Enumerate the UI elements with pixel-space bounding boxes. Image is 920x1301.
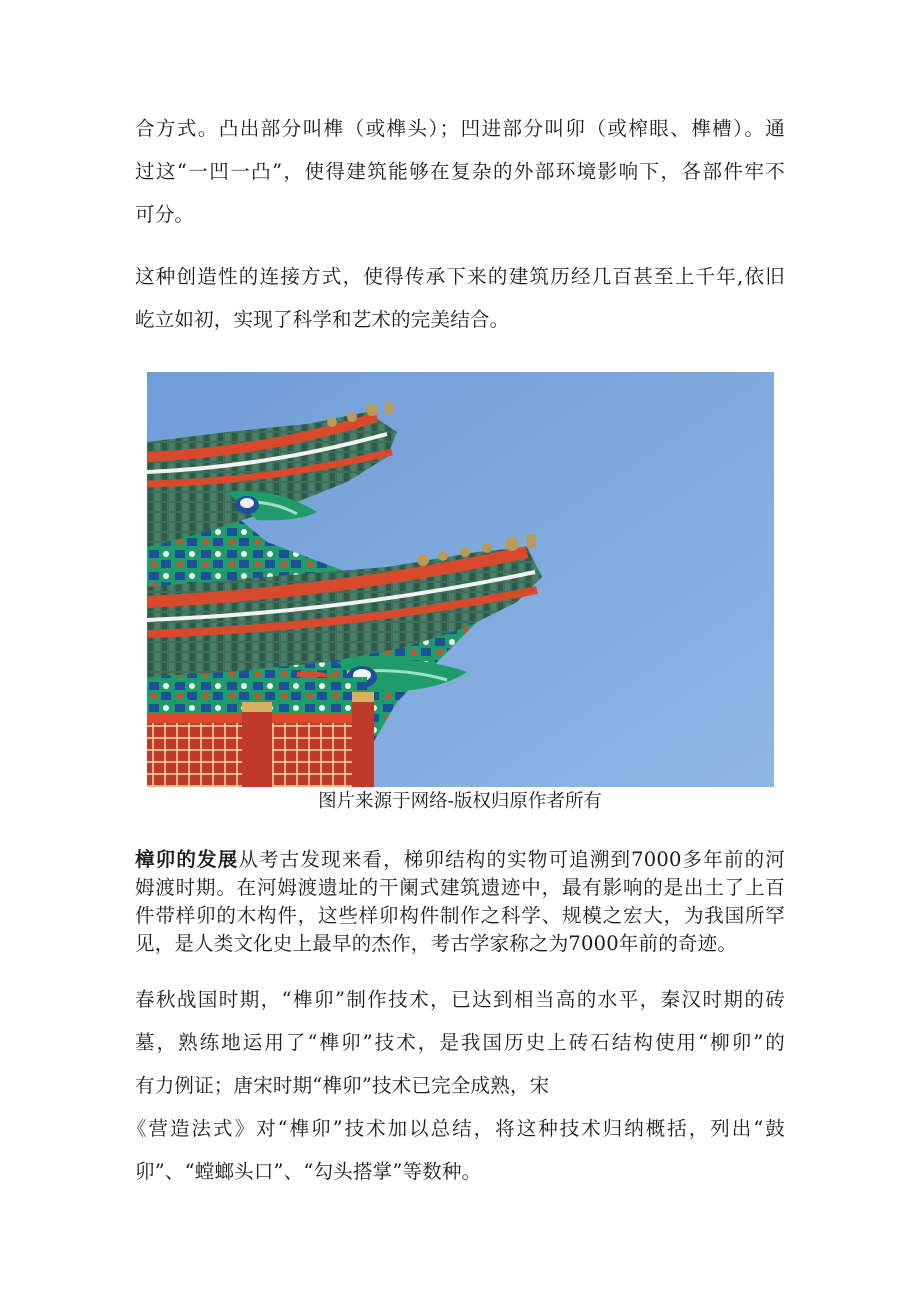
paragraph-4-line-5: 卯”、“螳螂头口”、“勾头搭掌”等数种。 (135, 1160, 482, 1183)
paragraph-3-line-2: 姆渡时期。在河姆渡遗址的干阑式建筑遗迹中，最有影响的是出土了上百 (135, 876, 785, 899)
paragraph-3-line-1 (135, 846, 785, 874)
paragraph-4-line-3: 有力例证；唐宋时期“榫卯”技术已完全成熟，宋 (135, 1074, 550, 1097)
paragraph-2-line-2: 屹立如初，实现了科学和艺术的完美结合。 (135, 308, 510, 331)
paragraph-4-line-1: 春秋战国时期，“榫卯”制作技术，已达到相当高的水平，秦汉时期的砖 (135, 988, 785, 1011)
paragraph-4-line-4: 《营造法式》对“榫卯”技术加以总结，将这种技术归纳概括，列出“鼓 (127, 1117, 785, 1140)
paragraph-1-line-2: 过这“一凹一凸”，使得建筑能够在复杂的外部环境影响下，各部件牢不 (135, 160, 785, 183)
paragraph-4-line-2: 墓，熟练地运用了“榫卯”技术，是我国历史上砖石结构使用“柳卯”的 (135, 1031, 785, 1054)
paragraph-2-line-1: 这种创造性的连接方式，使得传承下来的建筑历经几百甚至上千年,依旧 (135, 265, 785, 288)
paragraph-3-line-3: 件带样卯的木构件，这些样卯构件制作之科学、规模之宏大，为我国所罕 (135, 904, 785, 927)
section-heading: 樟卯的发展 (135, 848, 239, 871)
paragraph-1-line-3: 可分。 (135, 203, 195, 226)
paragraph-4 (127, 978, 785, 1193)
architecture-photo (147, 372, 774, 787)
paragraph-3-line-1-text: 从考古发现来看，梯卯结构的实物可追溯到7000多年前的河 (238, 848, 785, 871)
paragraph-3 (135, 846, 785, 958)
figure-caption: 图片来源于网络-版权归原作者所有 (318, 791, 602, 812)
paragraph-2 (135, 255, 785, 341)
paragraph-3-line-4: 见，是人类文化史上最早的杰作，考古学家称之为7000年前的奇迹。 (135, 932, 738, 955)
paragraph-1 (135, 107, 785, 236)
paragraph-1-line-1: 合方式。凸出部分叫榫（或榫头）；凹进部分叫卯（或榨眼、榫槽）。通 (135, 117, 785, 140)
